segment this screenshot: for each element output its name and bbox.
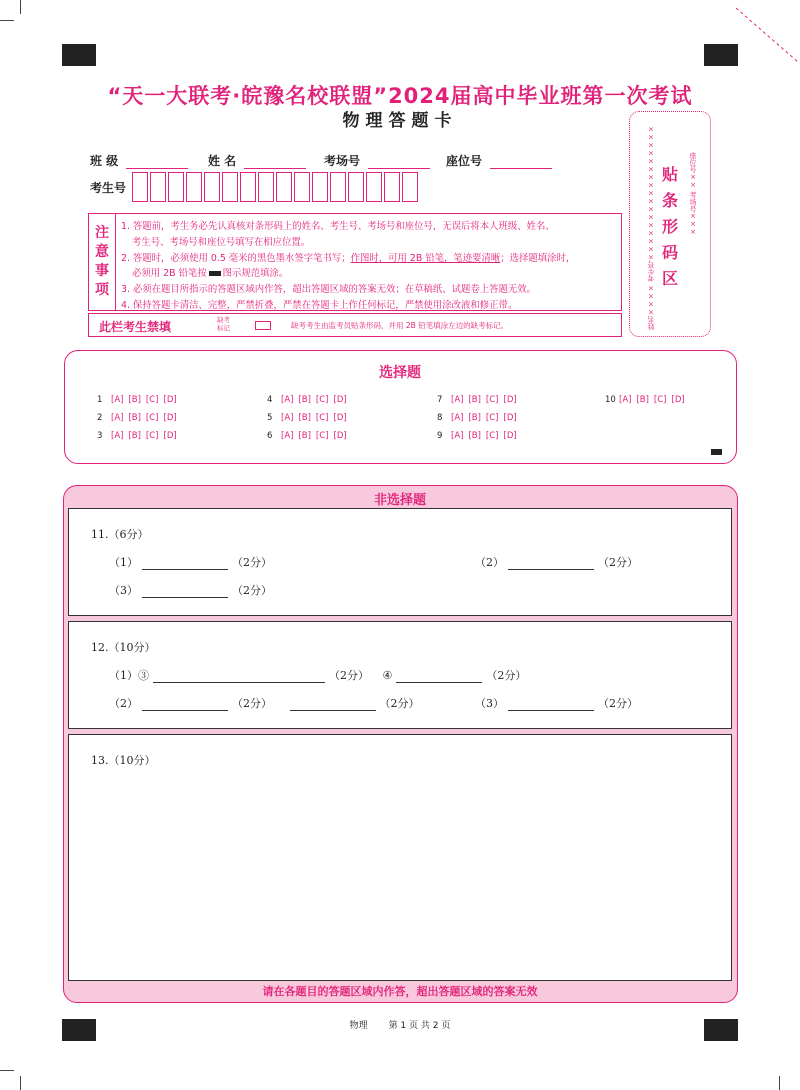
mc-question-4[interactable]: 4 [A] [B] [C] [D]: [267, 395, 347, 405]
question-12-box[interactable]: [68, 621, 732, 729]
name-field[interactable]: [208, 152, 306, 169]
staff-only-row: [88, 313, 622, 337]
id-digit-box[interactable]: [294, 172, 310, 202]
alignment-mark-top-left: [62, 44, 96, 66]
q11-part1[interactable]: （1） （2分）: [109, 556, 272, 569]
id-digit-box[interactable]: [276, 172, 292, 202]
id-digit-box[interactable]: [132, 172, 148, 202]
class-field[interactable]: [90, 152, 188, 169]
barcode-title: 贴条形码区: [661, 165, 678, 288]
mc-question-5[interactable]: 5 [A] [B] [C] [D]: [267, 413, 347, 423]
multiple-choice-section: [64, 350, 737, 464]
student-id-label: 考生号: [90, 181, 127, 195]
mc-question-9[interactable]: 9 [A] [B] [C] [D]: [437, 431, 517, 441]
id-digit-box[interactable]: [204, 172, 220, 202]
id-digit-box[interactable]: [186, 172, 202, 202]
student-id-boxes[interactable]: [132, 172, 418, 202]
page-footer: [0, 1018, 800, 1031]
mc-question-10[interactable]: 10 [A] [B] [C] [D]: [605, 395, 685, 405]
id-digit-box[interactable]: [384, 172, 400, 202]
question-11-header: 11.（6分）: [91, 528, 149, 541]
q12-part3[interactable]: （3） （2分）: [475, 697, 638, 710]
crop-mark: [20, 1076, 21, 1090]
non-choice-title: 非选择题: [373, 493, 426, 508]
mc-question-2[interactable]: 2 [A] [B] [C] [D]: [97, 413, 177, 423]
absent-mark-label: 缺考 标记: [217, 316, 230, 332]
multiple-choice-title: 选择题: [379, 365, 421, 381]
mc-question-8[interactable]: 8 [A] [B] [C] [D]: [437, 413, 517, 423]
mc-question-6[interactable]: 6 [A] [B] [C] [D]: [267, 431, 347, 441]
notice-label: 注 意 事 项: [89, 214, 116, 310]
notice-box: [88, 213, 622, 311]
mc-question-7[interactable]: 7 [A] [B] [C] [D]: [437, 395, 517, 405]
room-field[interactable]: [324, 152, 430, 169]
question-13-header: 13.（10分）: [91, 754, 156, 767]
id-digit-box[interactable]: [240, 172, 256, 202]
crop-mark: [20, 0, 21, 14]
question-11-box[interactable]: [68, 508, 732, 616]
name-label: 姓 名: [208, 154, 237, 168]
id-digit-box[interactable]: [150, 172, 166, 202]
question-13-box[interactable]: [68, 734, 732, 981]
seat-label: 座位号: [446, 154, 483, 168]
staff-only-label: 此栏考生禁填: [99, 320, 172, 334]
mc-question-3[interactable]: 3 [A] [B] [C] [D]: [97, 431, 177, 441]
q12-part1[interactable]: （1）③ （2分） ④ （2分）: [109, 669, 527, 682]
id-digit-box[interactable]: [402, 172, 418, 202]
footer-page: 第 1 页 共 2 页: [388, 1021, 451, 1031]
crop-mark: [0, 20, 14, 21]
id-digit-box[interactable]: [366, 172, 382, 202]
q11-part3[interactable]: （3） （2分）: [109, 584, 272, 597]
id-digit-box[interactable]: [222, 172, 238, 202]
non-choice-section: [63, 485, 738, 1003]
timing-mark: [711, 449, 722, 455]
corner-cut-line: [730, 0, 800, 70]
mc-question-1[interactable]: 1 [A] [B] [C] [D]: [97, 395, 177, 405]
footer-subject: 物理: [349, 1021, 368, 1031]
id-digit-box[interactable]: [168, 172, 184, 202]
seat-field[interactable]: [446, 152, 552, 169]
exam-title: “天一大联考·皖豫名校联盟”2024届高中毕业班第一次考试: [107, 84, 693, 108]
question-12-header: 12.（10分）: [91, 641, 156, 654]
id-digit-box[interactable]: [258, 172, 274, 202]
room-label: 考场号: [324, 154, 361, 168]
crop-mark: [0, 1070, 14, 1071]
barcode-area[interactable]: [629, 111, 711, 337]
answer-area-warning: 请在各题目的答题区域内作答，超出答题区域的答案无效: [262, 985, 538, 998]
filled-bubble-icon: [209, 271, 221, 276]
barcode-left-strip: 姓名×××× 考生号×××××××××××××××××: [647, 124, 655, 330]
q11-part2[interactable]: （2） （2分）: [475, 556, 638, 569]
class-label: 班 级: [90, 154, 119, 168]
id-digit-box[interactable]: [312, 172, 328, 202]
barcode-right-strip: 座位号×× 考场号×××: [689, 152, 697, 237]
id-digit-box[interactable]: [330, 172, 346, 202]
absent-mark-bubble[interactable]: [255, 321, 271, 330]
notice-text: 1. 答题前，考生务必先认真核对条形码上的姓名、考生号、考场号和座位号，无误后将本人班级、姓名、 考生号、考场号和座位号填写在相应位置。 2. 答题时，必须使用 0.5 毫米的黑色墨水签字笔书写；作图时，可用 2B 铅笔，笔迹要清晰；选择题填涂时， 必须用 2B 铅笔按 图示规范填涂。 3. 必须在题目所指示的答题区域内作答，超出答题区域的答案无效；在草稿纸、试题卷上答题无效。 4. 保持答题卡清洁、完整，严禁折叠，严禁在答题卡上作任何标记，严禁使用涂改液和修正带。: [121, 221, 576, 311]
answer-sheet-subtitle: 物理答题卡: [342, 111, 458, 131]
crop-mark: [779, 1076, 780, 1090]
q12-part2[interactable]: （2） （2分） （2分）: [109, 697, 420, 710]
absent-note: 缺考考生由监考员贴条形码，并用 2B 铅笔填涂左边的缺考标记。: [291, 321, 509, 330]
id-digit-box[interactable]: [348, 172, 364, 202]
